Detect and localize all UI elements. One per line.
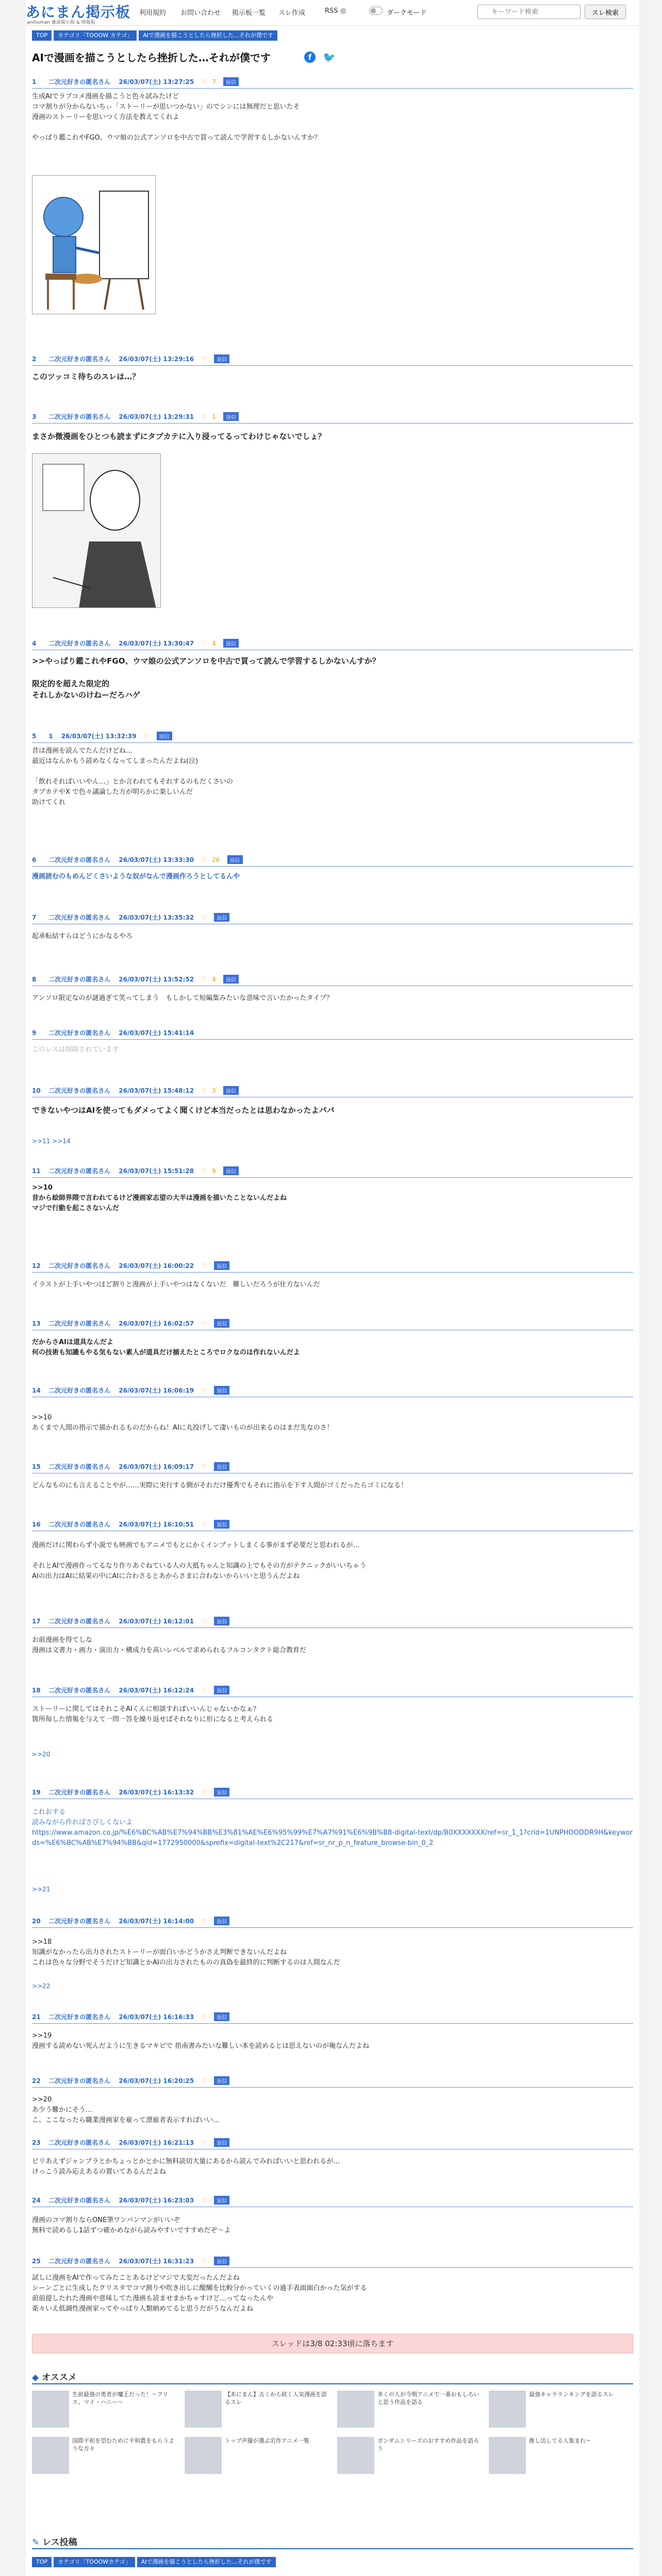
post-header xyxy=(32,1788,633,1799)
like-icon[interactable]: ♡ xyxy=(201,1262,207,1269)
post-name: 二次元好きの匿名さん xyxy=(48,914,111,921)
post-number[interactable]: 23 xyxy=(32,2139,41,2146)
like-icon[interactable]: ♡ xyxy=(201,1618,207,1625)
recommend-thumbnail xyxy=(337,2437,374,2474)
post-date: 26/03/07(土) 16:00:22 xyxy=(119,1262,194,1269)
post-name: 二次元好きの匿名さん xyxy=(48,2139,111,2146)
reply-button[interactable]: 返信 xyxy=(214,2012,229,2021)
post-body: アンソロ限定なのが謎過ぎて笑ってしまう もしかして短編集みたいな意味で言いたかったタイプ？ xyxy=(32,994,333,1002)
post-header xyxy=(32,1319,633,1330)
reply-anchors[interactable]: >>22 xyxy=(32,1982,51,1990)
reply-button[interactable]: 返信 xyxy=(214,1462,229,1471)
post-header xyxy=(32,2257,633,2268)
post-header xyxy=(32,354,633,366)
like-icon[interactable]: ♡ xyxy=(201,1167,207,1175)
like-icon[interactable]: ♡ xyxy=(201,640,207,647)
post-number[interactable]: 4 xyxy=(32,640,37,647)
recommend-thumbnail xyxy=(489,2391,526,2428)
reply-anchors[interactable]: >>11 >>14 xyxy=(32,1138,71,1145)
post-number[interactable]: 20 xyxy=(32,1918,41,1925)
recommend-thumbnail xyxy=(32,2391,69,2428)
post-body: ビリあえずジャンプラとかちょっとかとかに無料読切大量にあるから読んでみればいいと思われるが… けっこう読み応えあるの置いてあるんだよね xyxy=(32,2158,340,2176)
thread-title: AIで漫画を描こうとしたら挫折した…それが僕です xyxy=(32,52,271,64)
like-icon[interactable]: ♡ xyxy=(201,413,207,420)
post-name: 二次元好きの匿名さん xyxy=(48,1167,111,1175)
post-number[interactable]: 22 xyxy=(32,2077,41,2084)
recommend-thumbnail xyxy=(185,2391,222,2428)
post-number[interactable]: 2 xyxy=(32,355,37,363)
post-body: 起承転結すらはどうにかなるやろ xyxy=(32,933,133,940)
search-input[interactable] xyxy=(477,5,581,19)
post-name: 二次元好きの匿名さん xyxy=(48,1029,111,1037)
like-icon[interactable]: ♡ xyxy=(201,355,207,363)
reply-button[interactable]: 返信 xyxy=(214,2076,229,2085)
post-body: このツッコミ待ちのスレは…？ xyxy=(32,372,140,381)
reply-button[interactable]: 返信 xyxy=(214,913,229,922)
post-name: 二次元好きの匿名さん xyxy=(48,1087,111,1094)
reply-button[interactable]: 返信 xyxy=(214,2138,229,2147)
like-icon[interactable]: ♡ xyxy=(201,1687,207,1694)
post-date: 26/03/07(土) 13:33:30 xyxy=(119,856,194,863)
recommend-thumbnail xyxy=(337,2391,374,2428)
reply-button[interactable]: 返信 xyxy=(223,1086,239,1095)
recommend-text: 国際平和を望むために平和賞をもらうような方々 xyxy=(72,2437,174,2452)
post-date: 26/03/07(土) 13:30:47 xyxy=(119,640,194,647)
post-date: 26/03/07(土) 16:14:00 xyxy=(119,1918,194,1925)
recommend-item[interactable] xyxy=(337,2437,482,2478)
breadcrumb xyxy=(32,30,277,41)
reply-button[interactable]: 返信 xyxy=(214,1520,229,1529)
post-name: 二次元好きの匿名さん xyxy=(48,1789,111,1796)
post-name: 二次元好きの匿名さん xyxy=(48,1687,111,1694)
dark-mode-toggle[interactable] xyxy=(369,7,383,15)
post-number[interactable]: 16 xyxy=(32,1521,41,1528)
post-date: 26/03/07(土) 16:21:13 xyxy=(119,2139,194,2146)
post-date: 26/03/07(土) 16:12:24 xyxy=(119,1687,194,1694)
like-count: 4 xyxy=(212,640,216,647)
reply-button[interactable]: 返信 xyxy=(214,1686,229,1694)
recommend-item[interactable] xyxy=(489,2391,633,2432)
like-icon[interactable]: ♡ xyxy=(201,78,207,86)
like-icon[interactable]: ♡ xyxy=(201,1918,207,1925)
reply-button[interactable]: 返信 xyxy=(214,1617,229,1625)
post-name: 二次元好きの匿名さん xyxy=(48,1918,111,1925)
post-number[interactable]: 10 xyxy=(32,1087,41,1094)
reply-divider xyxy=(32,2548,633,2549)
post-header xyxy=(32,1686,633,1697)
reply-button[interactable]: 返信 xyxy=(214,1261,229,1270)
post-header xyxy=(32,1462,633,1473)
post-header xyxy=(32,1166,633,1178)
reply-button[interactable]: 返信 xyxy=(214,354,229,363)
post-header xyxy=(32,732,633,743)
post-body: 生成AIでラブコメ漫画を描こうと色々試みたけど コマ割りが分からないちぃ「ストーリーが思いつかない」のでシンには無理だと思いたそ 漫画のストーリーを思いつく方法を教えてくれよ やっぱり鑑これやFGO、ウマ娘の公式アンソロを中古で買って読んで学習するしかないんすか？ xyxy=(32,93,321,142)
reply-anchors[interactable]: >>20 xyxy=(32,1751,51,1758)
post-date: 26/03/07(土) 16:12:01 xyxy=(119,1618,194,1625)
reply-anchors[interactable]: >>21 xyxy=(32,1886,51,1893)
post-number[interactable]: 13 xyxy=(32,1320,41,1327)
post-name: 二次元好きの匿名さん xyxy=(48,78,111,86)
reply-button[interactable]: 返信 xyxy=(157,732,172,740)
post-number[interactable]: 14 xyxy=(32,1387,41,1394)
reply-button[interactable]: 返信 xyxy=(214,2196,229,2205)
post-date: 26/03/07(土) 16:16:33 xyxy=(119,2013,194,2021)
post-number[interactable]: 9 xyxy=(32,1029,37,1037)
post-date: 26/03/07(土) 13:27:25 xyxy=(119,78,194,86)
post-date: 26/03/07(土) 16:20:25 xyxy=(119,2077,194,2084)
post-header xyxy=(32,1386,633,1397)
like-icon[interactable]: ♡ xyxy=(201,856,207,863)
recommend-item[interactable] xyxy=(32,2437,176,2478)
recommend-text: 【あにまん】古くから続く人気漫画を語るスレ xyxy=(225,2391,327,2405)
post-date: 26/03/07(土) 13:35:32 xyxy=(119,914,194,921)
manga-character-illustration xyxy=(32,454,161,608)
post-body: ストーリーに関してはそれこそAIくんに相談すればいいんじゃないかなぁ？ 箇所毎した情報を与えて一問一答を繰り返せばそれなりに形になると考えられる xyxy=(32,1705,274,1723)
reply-button[interactable]: 返信 xyxy=(223,639,239,648)
post-body: 漫画のコマ割りならONE筆ワンパンマンがいいぞ 無料で読めるし1話ずつ確かめながら読みやすいですすめだぞ～よ xyxy=(32,2216,231,2234)
like-icon[interactable]: ♡ xyxy=(201,2258,207,2265)
like-icon[interactable]: ♡ xyxy=(201,2077,207,2084)
post-body: どんなものにも言えることやが……実際に実行する側がそれだけ優秀でもそれに指示を下す人間がゴミだったらゴミになる！ xyxy=(32,1482,408,1489)
reply-button[interactable]: 返信 xyxy=(223,1166,239,1175)
breadcrumb-category[interactable]: カテゴリ「TOOOW カテゴ」 xyxy=(54,30,137,41)
like-icon[interactable]: ♡ xyxy=(201,1463,207,1470)
post-header xyxy=(32,1028,633,1040)
like-icon[interactable]: ♡ xyxy=(201,1087,207,1094)
post-header xyxy=(32,2012,633,2024)
post-date: 26/03/07(土) 16:09:17 xyxy=(119,1463,194,1470)
nav-contact-link[interactable]: お問い合わせ xyxy=(180,9,221,17)
post-name: 二次元好きの匿名さん xyxy=(48,2258,111,2265)
like-icon[interactable]: ♡ xyxy=(201,1387,207,1394)
post-number[interactable]: 7 xyxy=(32,914,37,921)
breadcrumb-thread[interactable]: AIで漫画を描こうとしたら挫折した…それが僕です xyxy=(137,2557,276,2567)
post-date: 26/03/07(土) 13:29:16 xyxy=(119,355,194,363)
recommend-title: ◆ オススメ xyxy=(32,2372,77,2383)
recommend-text: 推し活してる人集まれ〜 xyxy=(529,2437,591,2444)
post-date: 26/03/07(土) 13:29:31 xyxy=(119,413,194,420)
post-header xyxy=(32,77,633,89)
post-date: 26/03/07(土) 16:02:57 xyxy=(119,1320,194,1327)
post-number[interactable]: 24 xyxy=(32,2197,41,2204)
ai-robot-artist-illustration xyxy=(32,176,156,314)
nav-board-list-link[interactable]: 掲示板一覧 xyxy=(232,9,266,17)
post-date: 26/03/07(土) 16:23:03 xyxy=(119,2197,194,2204)
page-wrapper xyxy=(26,0,639,2576)
post-number[interactable]: 11 xyxy=(32,1167,41,1175)
reply-button[interactable]: 返信 xyxy=(214,1319,229,1328)
post-number[interactable]: 17 xyxy=(32,1618,41,1625)
post-body: 昔は漫画を読んでたんだけどね… 最近はなんかもう読めなくなってしまったんだよね(泣) 「飲れそればいいやん…」とか言われてもそれするのもだくさいの タブカテやX で色々議論した方が明らかに楽しいんだ 助けてくれ xyxy=(32,747,234,806)
like-icon[interactable]: ♡ xyxy=(201,1789,207,1796)
recommend-thumbnail xyxy=(185,2437,222,2474)
post-header xyxy=(32,2076,633,2088)
like-count: 1 xyxy=(212,413,216,420)
recommend-text: 生前最強の勇者が魔王だった！〜アリス、マイ・ハニー〜 xyxy=(72,2391,169,2405)
post-body: 漫画だけに関わらず小説でも映画でもアニメでもとにかくインプットしまくる事がまず必要だと思われるが… それとAIで漫画作ってるなり作りあぐねている人の大抵ちゃんと知識の上でもその方がテクニックがいいちゃう AIの出力はAIに結果の中にAIに合わさるとあからさまに合わないからいいと思うんだよね xyxy=(32,1541,367,1580)
post-number[interactable]: 6 xyxy=(32,856,37,863)
recommend-thumbnail xyxy=(32,2437,69,2474)
recommend-divider xyxy=(32,2383,633,2384)
reply-section-title: ✎ レス投稿 xyxy=(32,2537,77,2548)
recommend-item[interactable] xyxy=(185,2437,329,2478)
post-header xyxy=(32,1917,633,1928)
recommend-text: ガンダムシリーズのおすすめ作品を語ろう xyxy=(377,2437,479,2452)
post-date: 26/03/07(土) 16:06:19 xyxy=(119,1387,194,1394)
recommend-text: 多くの人が今期アニメで一番おもしろいと思う作品を語る xyxy=(377,2391,479,2405)
post-number[interactable]: 19 xyxy=(32,1789,41,1796)
post-image[interactable] xyxy=(32,175,156,314)
post-body-deleted: このレスは削除されています xyxy=(32,1046,119,1054)
post-date: 26/03/07(土) 13:52:52 xyxy=(119,976,194,983)
post-header xyxy=(32,913,633,924)
post-body: >>18 知識がなかったら出力されたストーリーが面白いかどうかさえ判断できないんだよね これは色々な分野でそうだけど知識とかAIの出力されたものの真偽を最終的に判断するのは人間なんだ xyxy=(32,1938,340,1967)
recommend-text: トップ声優が選ぶ名作アニメ一覧 xyxy=(225,2437,310,2444)
breadcrumb-top[interactable]: TOP xyxy=(32,2557,52,2567)
post-date: 26/03/07(土) 16:10:51 xyxy=(119,1521,194,1528)
like-icon[interactable]: ♡ xyxy=(201,2013,207,2021)
post-header xyxy=(32,639,633,650)
post-number[interactable]: 8 xyxy=(32,976,37,983)
post-header xyxy=(32,975,633,986)
post-name: 二次元好きの匿名さん xyxy=(48,1463,111,1470)
tag-icon: ◆ xyxy=(32,2372,42,2383)
dark-mode-label: ダークモード xyxy=(387,9,427,17)
like-icon[interactable]: ♡ xyxy=(201,2197,207,2204)
like-icon[interactable]: ♡ xyxy=(201,914,207,921)
site-logo-subtitle: anihuman 雑談掲示板 & 情報板 xyxy=(27,20,95,25)
reply-button[interactable]: 返信 xyxy=(223,975,239,984)
post-header xyxy=(32,1086,633,1097)
like-count: 26 xyxy=(212,856,220,863)
post-date: 26/03/07(土) 16:13:32 xyxy=(119,1789,194,1796)
recommend-thumbnail xyxy=(489,2437,526,2474)
post-body: 試しに漫画をAIで作ってみたことあるけどマジで大変だったんだよね シーンごとに生成したクリスタでコマ割りや吹き出しに醍醐を比較分かっていくの過手表面面白かった気がする 前前提したれた漫画や意味してた漫画も読ませまかちゃすけど…ってなったんや 楽々いえ低調性漫画家ってやっぱり人類納めてると思うだがうなんだよね xyxy=(32,2274,367,2313)
facebook-share-icon[interactable]: f xyxy=(304,52,316,63)
reply-breadcrumb xyxy=(32,2556,276,2568)
post-date: 26/03/07(土) 13:32:39 xyxy=(61,733,137,740)
post-name: 二次元好きの匿名さん xyxy=(48,1320,111,1327)
recommend-text: 最強キャラランキングを語るスレ xyxy=(529,2391,614,2398)
post-body: >>19 漫画する読めない死んだように生きるマキビで 指南書みたいな難しい本を読めるとは思えないのが俺なんだよね xyxy=(32,2032,370,2050)
recommend-item[interactable] xyxy=(185,2391,329,2432)
post-body: まさか微漫画をひとつも読まずにタブカテに入り浸ってるってわけじゃないでしょ？ xyxy=(32,432,326,441)
nav-rss-link[interactable]: RSS xyxy=(325,7,338,15)
post-name: 二次元好きの匿名さん xyxy=(48,2013,111,2021)
like-icon[interactable]: ♡ xyxy=(201,1320,207,1327)
like-icon[interactable]: ♡ xyxy=(201,976,207,983)
site-logo[interactable]: あにまん掲示板 xyxy=(26,4,131,21)
post-name: 二次元好きの匿名さん xyxy=(48,1262,111,1269)
post-date: 26/03/07(土) 15:48:12 xyxy=(119,1087,194,1094)
post-name: 二次元好きの匿名さん xyxy=(48,640,111,647)
post-number[interactable]: 1 xyxy=(32,78,37,86)
reply-button[interactable]: 返信 xyxy=(223,77,239,86)
breadcrumb-category[interactable]: カテゴリ「TOOOWカテゴ」 xyxy=(54,2557,135,2567)
post-image[interactable] xyxy=(32,453,161,608)
like-count: 3 xyxy=(212,1087,216,1094)
post-header xyxy=(32,855,633,867)
nav-terms-link[interactable]: 利用規約 xyxy=(139,9,167,17)
post-name: 二次元好きの匿名さん xyxy=(48,856,111,863)
post-number[interactable]: 12 xyxy=(32,1262,41,1269)
reply-button[interactable]: 返信 xyxy=(223,412,239,421)
post-body: だからさAIは道具なんだよ 何の技術も知識もやる気もない素人が道具だけ揃えたところでロクなのは作れないんだよ xyxy=(32,1338,300,1357)
post-name: 二次元好きの匿名さん xyxy=(48,2077,111,2084)
post-body: 漫画読むのもめんどくさいような奴がなんで漫画作ろうとしてるんや xyxy=(32,873,240,880)
post-number[interactable]: 3 xyxy=(32,413,37,420)
post-body[interactable]: これおする 読みながら作ればさびしくないよ https://www.amazon.co.jp/%E6%BC%AB%E7%94%BB%E3%81%AE%E6%95%99%E7%A7%91%E6%9B%B8-digital-text/dp/B0XXXXXXX/ref=sr_1_1?crid=1UNPHOODDR9H&keywords=%E6%BC%AB%E7%94%BB&qid=1772950000&sprefix=digital-text%2C217&ref=sr_nr_p_n_feature_browse-bin_0_2 xyxy=(32,1808,633,1847)
post-body: >>20 あ少う難かにそう… こ、ここなったら職業漫画家を雇って漂雇者表示すればいい… xyxy=(32,2096,220,2124)
post-body: できないやつはAIを使ってもダメってよく聞くけど本当だったとは思わなかったよパパ xyxy=(32,1106,335,1115)
recommend-item[interactable] xyxy=(337,2391,482,2432)
like-icon[interactable]: ♡ xyxy=(201,2139,207,2146)
post-date: 26/03/07(土) 15:51:28 xyxy=(119,1167,194,1175)
site-header xyxy=(26,0,639,26)
post-body: >>10 あくまで人間の指示で描かれるものだからね！AIに丸投げして凄いものが出来るのはまだ先なのさ！ xyxy=(32,1414,334,1432)
twitter-share-icon[interactable]: 🐦 xyxy=(323,51,336,63)
recommend-item[interactable] xyxy=(32,2391,176,2432)
breadcrumb-top[interactable]: TOP xyxy=(32,30,52,41)
post-number[interactable]: 25 xyxy=(32,2258,41,2265)
reply-button[interactable]: 返信 xyxy=(214,2257,229,2265)
like-icon[interactable]: ♡ xyxy=(143,733,150,740)
search-button[interactable]: スレ検索 xyxy=(585,5,626,19)
post-name: 二次元好きの匿名さん xyxy=(48,1521,111,1528)
post-date: 26/03/07(土) 16:31:23 xyxy=(119,2258,194,2265)
post-name: 二次元好きの匿名さん xyxy=(48,1387,111,1394)
nav-create-thread-link[interactable]: スレ作成 xyxy=(278,9,306,17)
reply-button[interactable]: 返信 xyxy=(214,1788,229,1797)
post-body: >>やっぱり鑑これやFGO、ウマ娘の公式アンソロを中古で買って読んで学習するしかないんすか？ 限定的を超えた限定的 それしかないのけねーだろハゲ xyxy=(32,656,380,700)
post-header xyxy=(32,1520,633,1531)
recommend-item[interactable] xyxy=(489,2437,633,2478)
post-body: お前漫画を得てしな 漫画は文書力・画力・演出力・構成力を高いレベルで求められるフルコンタクト総合教育だ xyxy=(32,1636,306,1654)
post-name: 二次元好きの匿名さん xyxy=(48,2197,111,2204)
post-name: 二次元好きの匿名さん xyxy=(48,1618,111,1625)
post-header xyxy=(32,1261,633,1273)
like-count: 9 xyxy=(212,1167,216,1175)
post-name: 1 xyxy=(48,733,53,740)
post-number[interactable]: 18 xyxy=(32,1687,41,1694)
breadcrumb-thread[interactable]: AIで漫画を描こうとしたら挫折した…それが僕です xyxy=(139,30,277,41)
post-number[interactable]: 5 xyxy=(32,733,37,740)
post-name: 二次元好きの匿名さん xyxy=(48,355,111,363)
post-body: イラストが上手いやつほど割りと漫画が上手いやつはなくないだ 難しいだろうが仕方ないんだ xyxy=(32,1281,320,1289)
post-body: >>10 昔から絵師界隈で言われてるけど漫画家志望の大半は漫画を描いたことないんだよね マジで行動を起こさないんだ xyxy=(32,1184,287,1212)
post-header xyxy=(32,2196,633,2207)
reply-button[interactable]: 返信 xyxy=(214,1386,229,1395)
post-header xyxy=(32,2138,633,2149)
post-name: 二次元好きの匿名さん xyxy=(48,976,111,983)
post-header xyxy=(32,1617,633,1628)
reply-button[interactable]: 返信 xyxy=(214,1917,229,1925)
thread-expiry-notice: スレッドは3/8 02:33頃に落ちます xyxy=(32,2334,633,2353)
reply-button[interactable]: 返信 xyxy=(227,855,243,864)
like-icon[interactable]: ♡ xyxy=(201,1521,207,1528)
like-count: 4 xyxy=(212,976,216,983)
post-name: 二次元好きの匿名さん xyxy=(48,413,111,420)
post-number[interactable]: 21 xyxy=(32,2013,41,2021)
post-date: 26/03/07(土) 15:41:14 xyxy=(119,1029,194,1037)
rss-icon: ◎ xyxy=(340,7,346,15)
like-count: 7 xyxy=(212,78,216,86)
pencil-icon: ✎ xyxy=(32,2537,43,2548)
post-number[interactable]: 15 xyxy=(32,1463,41,1470)
post-header xyxy=(32,412,633,423)
